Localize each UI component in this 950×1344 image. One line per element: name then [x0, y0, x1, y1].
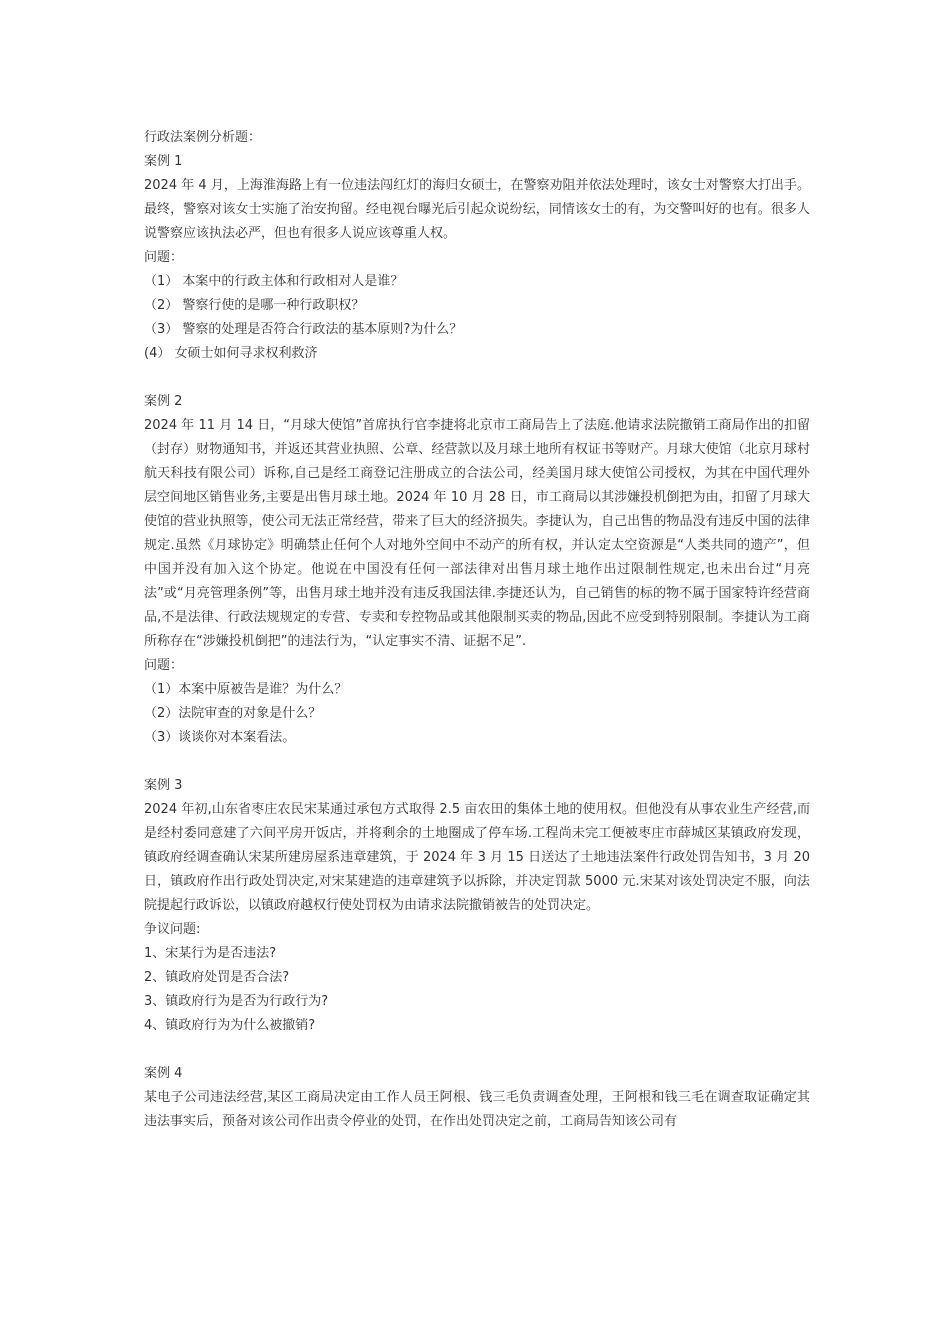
case-2-questions-label: 问题：: [144, 658, 184, 673]
case-4-heading: 案例 4: [144, 1066, 183, 1081]
case-3-body: 2024 年初,山东省枣庄农民宋某通过承包方式取得 2.5 亩农田的集体土地的使用权。但他没有从事农业生产经营,而是经村委同意建了六间平房开饭店，并将剩余的土地圈成了停车场.工程尚未完工便被枣庄市薛城区某镇政府发现，镇政府经调查确认宋某所建房屋系违章建筑，于 2024 年 3 月 15 日送达了土地违法案件行政处罚告知书，3 月 20 日，镇政府作出行政处罚决定,对宋某建造的违章建筑予以拆除，并决定罚款 5000 元.宋某对该处罚决定不服，向法院提起行政诉讼，以镇政府越权行使处罚权为由请求法院撤销被告的处罚决定。: [144, 802, 810, 913]
case-1-question-4: (4） 女硕士如何寻求权利救济: [144, 346, 318, 361]
case-2-heading: 案例 2: [144, 394, 183, 409]
case-1-heading: 案例 1: [144, 154, 183, 169]
case-3-question-4: 4、镇政府行为为什么被撤销?: [144, 1018, 316, 1033]
paragraph-spacer: [144, 1038, 810, 1062]
case-1-question-3: （3） 警察的处理是否符合行政法的基本原则?为什么？: [144, 322, 463, 337]
case-4-body: 某电子公司违法经营,某区工商局决定由工作人员王阿根、钱三毛负责调查处理，王阿根和钱三毛在调查取证确定其违法事实后，预备对该公司作出责令停业的处罚，在作出处罚决定之前，工商局告知该公司有: [144, 1090, 810, 1129]
case-1-body: 2024 年 4 月，上海淮海路上有一位违法闯红灯的海归女硕士，在警察劝阻并依法处理时，该女士对警察大打出手。最终，警察对该女士实施了治安拘留。经电视台曝光后引起众说纷纭，同情该女士的有，为交警叫好的也有。很多人说警察应该执法必严，但也有很多人说应该尊重人权。: [144, 178, 810, 241]
case-3-questions-label: 争议问题:: [144, 922, 201, 937]
paragraph-spacer: [144, 366, 810, 390]
case-1-questions-label: 问题：: [144, 250, 184, 265]
case-3-heading: 案例 3: [144, 778, 183, 793]
document-page: [144, 126, 810, 1134]
case-1-question-1: （1） 本案中的行政主体和行政相对人是谁？: [144, 274, 404, 289]
case-3-question-2: 2、镇政府处罚是否合法?: [144, 970, 290, 985]
case-2-question-1: （1）本案中原被告是谁？为什么？: [144, 682, 348, 697]
case-3-question-1: 1、宋某行为是否违法?: [144, 946, 277, 961]
case-2-question-3: （3）谈谈你对本案看法。: [144, 730, 296, 745]
case-2-body: 2024 年 11 月 14 日，“月球大使馆”首席执行官李捷将北京市工商局告上了法庭.他请求法院撤销工商局作出的扣留（封存）财物通知书，并返还其营业执照、公章、经营款以及月球土地所有权证书等财产。月球大使馆（北京月球村航天科技有限公司）诉称,自己是经工商登记注册成立的合法公司，经美国月球大使馆公司授权，为其在中国代理外层空间地区销售业务,主要是出售月球土地。2024 年 10 月 28 日，市工商局以其涉嫌投机倒把为由，扣留了月球大使馆的营业执照等，使公司无法正常经营，带来了巨大的经济损失。李捷认为，自己出售的物品没有违反中国的法律规定.虽然《月球协定》明确禁止任何个人对地外空间中不动产的所有权，并认定太空资源是“人类共同的遗产”，但中国并没有加入这个协定。他说在中国没有任何一部法律对出售月球土地作出过限制性规定,也未出台过“月亮法”或“月亮管理条例”等，出售月球土地并没有违反我国法律.李捷还认为，自己销售的标的物不属于国家特许经营商品,不是法律、行政法规规定的专营、专卖和专控物品或其他限制买卖的物品,因此不应受到特别限制。李捷认为工商所称存在“涉嫌投机倒把”的违法行为，“认定事实不清、证据不足”.: [144, 418, 810, 649]
case-1-question-2: （2） 警察行使的是哪一种行政职权？: [144, 298, 365, 313]
case-3-question-3: 3、镇政府行为是否为行政行为?: [144, 994, 329, 1009]
document-title: 行政法案例分析题：: [144, 130, 262, 145]
paragraph-spacer: [144, 750, 810, 774]
case-2-question-2: （2）法院审查的对象是什么？: [144, 706, 322, 721]
